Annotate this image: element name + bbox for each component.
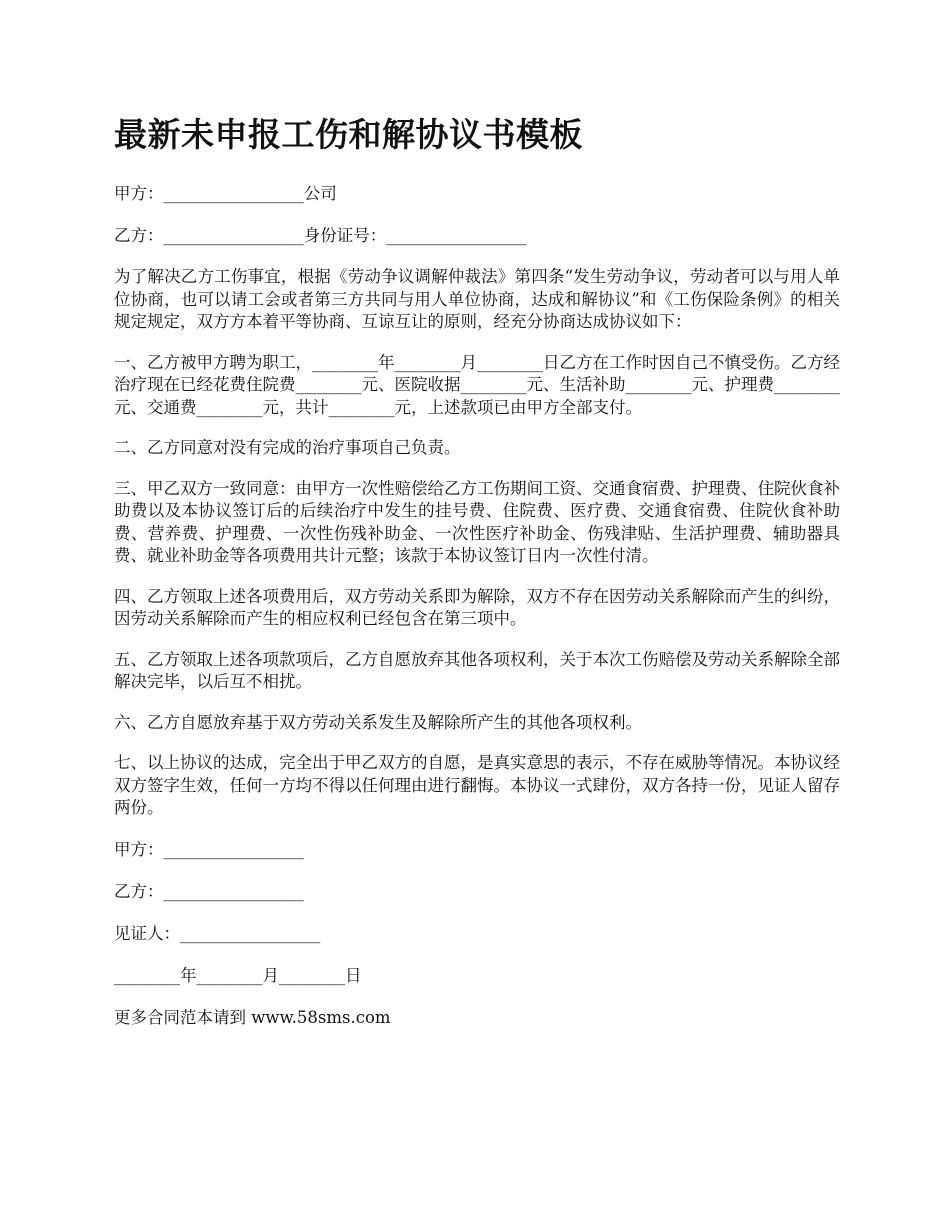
footer-note: 更多合同范本请到 www.58sms.com <box>114 1007 391 1027</box>
clause-6: 六、乙方自愿放弃基于双方劳动关系发生及解除所产生的其他各项权利。 <box>114 712 642 732</box>
signature-party-b: 乙方：_________________ <box>114 881 304 901</box>
clause-2: 二、乙方同意对没有完成的治疗事项自己负责。 <box>114 438 461 457</box>
party-a-line: 甲方：_________________公司 <box>114 184 337 203</box>
clause-5: 五、乙方领取上述各项款项后，乙方自愿放弃其他各项权利，关于本次工伤赔偿及劳动关系解除全部解决完毕，以后互不相扰。 <box>114 649 840 691</box>
clause-1: 一、乙方被甲方聘为职工，________年________月________日乙方在工作时因自己不慎受伤。乙方经治疗现在已经花费住院费________元、医院收据________元、生活补助________元、护理费________元、交通费________元，共计________元，上述款项已由甲方全部支付。 <box>114 352 840 417</box>
signature-witness: 见证人：_________________ <box>114 923 321 943</box>
document-title: 最新未申报工伤和解协议书模板 <box>114 115 583 154</box>
document-page <box>114 110 840 1030</box>
clause-7: 七、以上协议的达成，完全出于甲乙双方的自愿，是真实意思的表示，不存在威胁等情况。本协议经双方签字生效，任何一方均不得以任何理由进行翻悔。本协议一式肆份，双方各持一份，见证人留存两份。 <box>114 753 840 817</box>
clause-4: 四、乙方领取上述各项费用后，双方劳动关系即为解除，双方不存在因劳动关系解除而产生的纠纷，因劳动关系解除而产生的相应权利已经包含在第三项中。 <box>114 586 840 628</box>
clause-3: 三、甲乙双方一致同意：由甲方一次性赔偿给乙方工伤期间工资、交通食宿费、护理费、住院伙食补助费以及本协议签订后的后续治疗中发生的挂号费、住院费、医疗费、交通食宿费、住院伙食补助费、营养费、护理费、一次性伤残补助金、一次性医疗补助金、伤残津贴、生活护理费、辅助器具费、就业补助金等各项费用共计元整；该款于本协议签订日内一次性付清。 <box>114 478 840 565</box>
party-b-line: 乙方：_________________身份证号：_________________ <box>114 226 527 245</box>
signature-party-a: 甲方：_________________ <box>114 839 304 859</box>
signature-date: ________年________月________日 <box>114 965 362 985</box>
intro-paragraph: 为了解决乙方工伤事宜，根据《劳动争议调解仲裁法》第四条“发生劳动争议，劳动者可以与用人单位协商，也可以请工会或者第三方共同与用人单位协商，达成和解协议”和《工伤保险条例》的相关规定规定，双方方本着平等协商、互谅互让的原则，经充分协商达成协议如下： <box>114 267 840 331</box>
